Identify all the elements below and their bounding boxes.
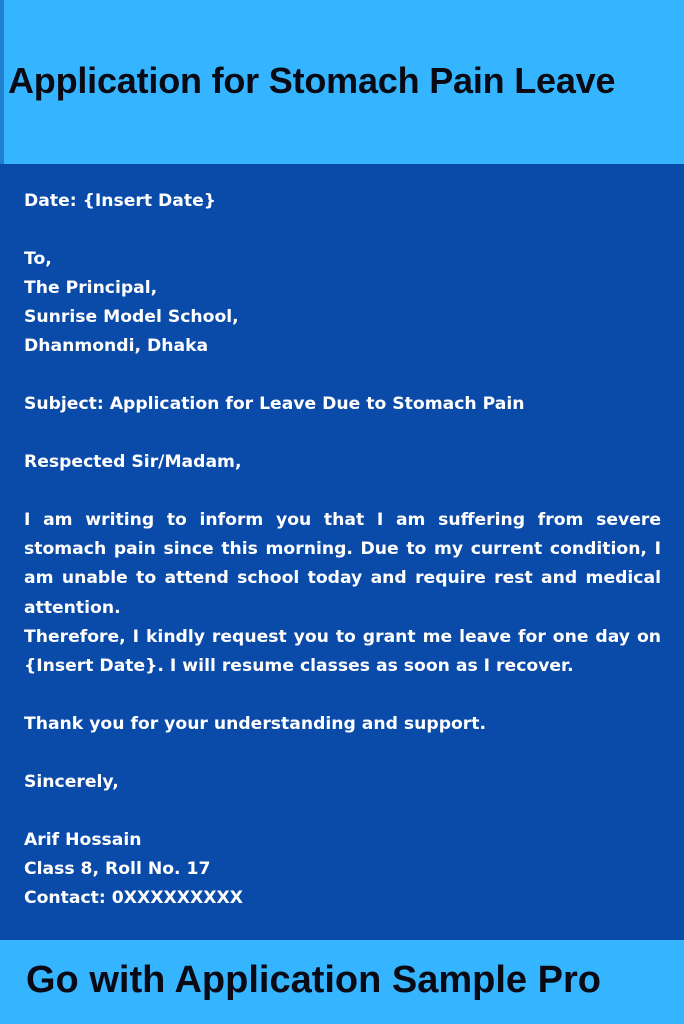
recipient-line: Dhanmondi, Dhaka [24, 336, 209, 356]
header-banner [0, 0, 684, 164]
header-edge [0, 0, 4, 164]
salutation-to: To, [24, 249, 52, 269]
footer-banner [0, 940, 684, 1024]
closing: Sincerely, [24, 772, 119, 792]
recipient-line: Sunrise Model School, [24, 307, 239, 327]
sender-class: Class 8, Roll No. 17 [24, 859, 211, 879]
sender-contact: Contact: 0XXXXXXXXX [24, 888, 243, 908]
thanks-line: Thank you for your understanding and support. [24, 714, 487, 734]
body-paragraph-1: I am writing to inform you that I am suffering from severe stomach pain since this morning. Due to my current condition, I am unable to attend school today and require rest and medical attention. [24, 510, 661, 618]
recipient-line: The Principal, [24, 278, 158, 298]
sender-name: Arif Hossain [24, 830, 142, 850]
letter-body [0, 164, 684, 940]
date-line: Date: {Insert Date} [24, 191, 216, 211]
footer-brand-text: Go with Application Sample Pro [26, 959, 601, 1001]
page-title: Application for Stomach Pain Leave [8, 60, 616, 101]
greeting: Respected Sir/Madam, [24, 452, 242, 472]
body-paragraph-2: Therefore, I kindly request you to grant me leave for one day on {Insert Date}. I will resume classes as soon as I recover. [24, 627, 661, 677]
subject-line: Subject: Application for Leave Due to Stomach Pain [24, 394, 525, 414]
